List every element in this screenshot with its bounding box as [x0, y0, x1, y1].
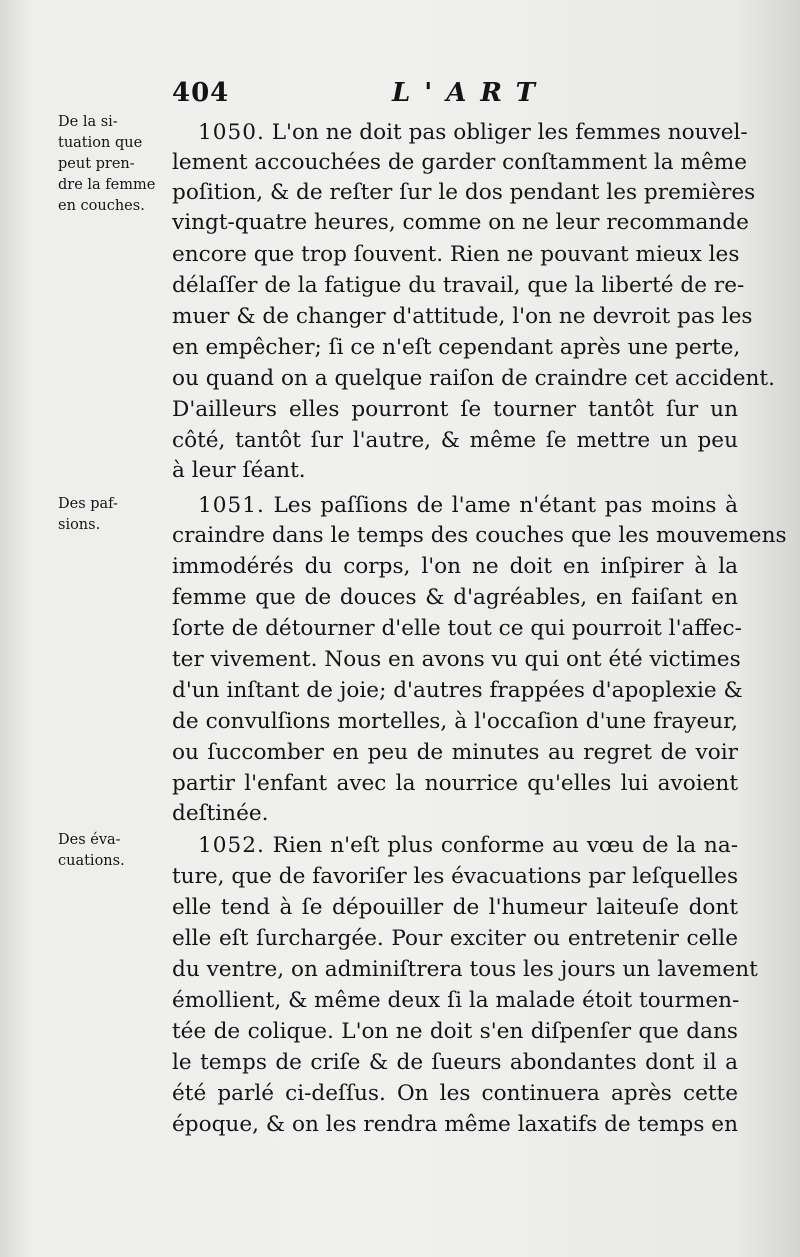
text-line: lement accouchées de garder conſtamment la même [172, 150, 748, 175]
margin-note-situation [58, 112, 170, 217]
text-line: muer & de changer d'attitude, l'on ne devroit pas les [172, 304, 753, 329]
margin-note-passions [58, 494, 170, 536]
text-line: été parlé ci-deſſus. On les continuera après cette [172, 1081, 738, 1106]
text-line: en empêcher; ſi ce n'eſt cependant après une perte, [172, 335, 741, 360]
text-line: femme que de douces & d'agréables, en faiſant en [172, 585, 738, 610]
margin-note-line: tuation que [58, 135, 143, 151]
text-line: partir l'enfant avec la nourrice qu'elles lui avoient [172, 771, 738, 796]
text-line: ou ſuccomber en peu de minutes au regret de voir [172, 740, 738, 765]
text-line: ſorte de détourner d'elle tout ce qui pourroit l'affec- [172, 616, 742, 641]
text-line: poſition, & de reſter ſur le dos pendant les premières [172, 180, 756, 205]
text-line: D'ailleurs elles pourront ſe tourner tantôt ſur un [172, 397, 738, 422]
text-line: ture, que de favoriſer les évacuations par leſquelles [172, 864, 739, 889]
text-line: tée de colique. L'on ne doit s'en diſpenſer que dans [172, 1019, 738, 1044]
margin-note-line: Des paf- [58, 496, 118, 512]
text-line: elle tend à ſe dépouiller de l'humeur laiteuſe dont [172, 895, 738, 920]
margin-note-line: Des éva- [58, 832, 121, 848]
page-header [172, 78, 732, 118]
text-line: vingt-quatre heures, comme on ne leur recommande [172, 210, 749, 235]
text-line-content: L'on ne doit pas obliger les femmes nouvel- [271, 120, 748, 145]
text-line: ter vivement. Nous en avons vu qui ont été victimes [172, 647, 741, 672]
text-line [172, 831, 738, 861]
text-line-content: Rien n'eſt plus conforme au vœu de la na- [272, 833, 738, 858]
margin-note-line: dre la femme [58, 177, 156, 193]
text-line: époque, & on les rendra même laxatifs de temps en [172, 1112, 738, 1137]
text-line: deſtinée. [172, 801, 269, 826]
text-line: du ventre, on adminiſtrera tous les jours un lavement [172, 957, 758, 982]
paragraph-number: 1050. [198, 120, 265, 145]
text-line: craindre dans le temps des couches que les mouvemens [172, 523, 787, 548]
text-line [172, 491, 738, 521]
margin-note-line: cuations. [58, 853, 125, 869]
text-line: côté, tantôt ſur l'autre, & même ſe mettre un peu [172, 428, 738, 453]
text-line: d'un inſtant de joie; d'autres frappées d'apoplexie & [172, 678, 743, 703]
margin-note-evacuations [58, 830, 170, 872]
text-line: le temps de criſe & de ſueurs abondantes dont il a [172, 1050, 738, 1075]
text-line: immodérés du corps, l'on ne doit en inſpirer à la [172, 554, 738, 579]
text-line-content: Les paſſions de l'ame n'étant pas moins à [273, 493, 738, 518]
paragraph-number: 1051. [198, 493, 265, 518]
text-line: délaſſer de la fatigue du travail, que la liberté de re- [172, 273, 745, 298]
margin-note-line: sions. [58, 517, 101, 533]
text-line: elle eſt ſurchargée. Pour exciter ou entretenir celle [172, 926, 738, 951]
text-line: à leur ſéant. [172, 458, 306, 483]
text-line: émollient, & même deux ſi la malade étoit tourmen- [172, 988, 740, 1013]
text-line: ou quand on a quelque raiſon de craindre cet accident. [172, 366, 775, 391]
margin-note-line: De la si- [58, 114, 118, 130]
paragraph-number: 1052. [198, 833, 265, 858]
text-line: de convulſions mortelles, à l'occaſion d'une frayeur, [172, 709, 738, 734]
margin-note-line: peut pren- [58, 156, 135, 172]
text-line: encore que trop ſouvent. Rien ne pouvant mieux les [172, 242, 740, 267]
text-line [172, 118, 748, 148]
running-title: L'ART [392, 78, 549, 108]
margin-note-line: en couches. [58, 198, 145, 214]
page-number: 404 [172, 78, 230, 108]
